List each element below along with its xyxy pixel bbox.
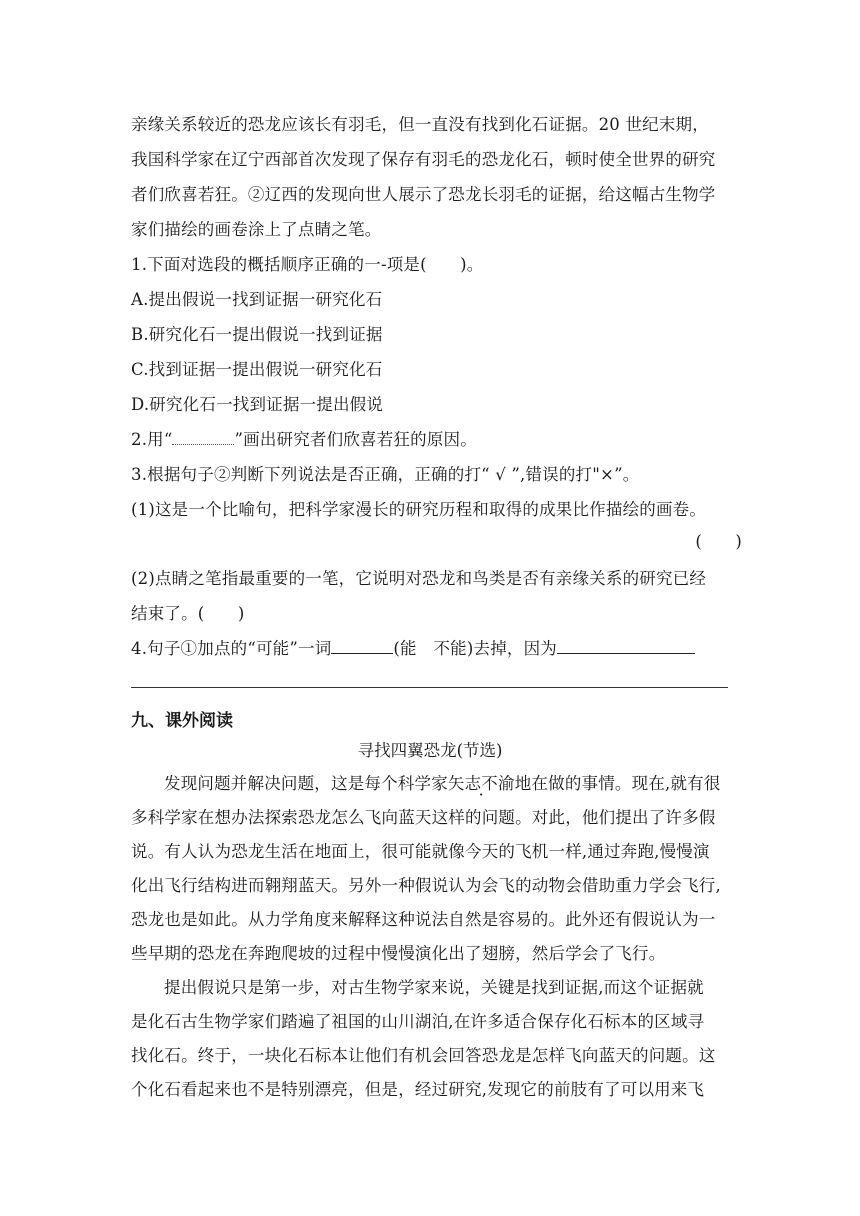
q1-option-a: A.提出假说一找到证据一研究化石 — [131, 290, 383, 309]
dotted-word: 矢志不渝 — [447, 774, 515, 793]
q2-prefix: 2.用“ — [131, 430, 173, 449]
q2-suffix: ”画出研究者们欣喜若狂的原因。 — [234, 430, 477, 449]
paragraph-1-line: 些早期的恐龙在奔跑爬坡的过程中慢慢演化出了翅膀，然后学会了飞行。 — [131, 944, 666, 963]
passage-line: 家们描绘的画卷涂上了点睛之笔。 — [131, 220, 382, 239]
section-heading: 九、课外阅读 — [131, 711, 233, 731]
question-1: 1.下面对选段的概括顺序正确的一-项是( )。 — [131, 255, 484, 274]
q4-blank-2[interactable] — [557, 637, 695, 654]
passage-line: 亲缘关系较近的恐龙应该长有羽毛，但一直没有找到化石证据。20 世纪末期， — [131, 115, 709, 134]
q4-middle: (能 不能)去掉，因为 — [393, 639, 557, 658]
paragraph-2-line: 找化石。终于，一块化石标本让他们有机会回答恐龙是怎样飞向蓝天的问题。这 — [131, 1046, 716, 1065]
article-title: 寻找四翼恐龙(节选) — [357, 741, 503, 760]
q3-item-1-answer-paren[interactable]: ( ) — [695, 532, 742, 551]
question-2 — [131, 428, 731, 452]
paragraph-1-line: 恐龙也是如此。从力学角度来解释这种说法自然是容易的。此外还有假说认为一 — [131, 910, 716, 929]
q3-item-1: (1)这是一个比喻句，把科学家漫长的研究历程和取得的成果比作描绘的画卷。 — [131, 500, 707, 519]
passage-line: 我国科学家在辽宁西部首次发现了保存有羽毛的恐龙化石，顿时使全世界的研究 — [131, 150, 716, 169]
q4-prefix: 4.句子①加点的“可能”一词 — [131, 639, 332, 658]
q3-item-2-cont: 结束了。( ) — [131, 604, 245, 623]
q1-option-c: C.找到证据一提出假说一研究化石 — [131, 360, 383, 379]
q3-item-2: (2)点睛之笔指最重要的一笔，它说明对恐龙和鸟类是否有亲缘关系的研究已经 — [131, 569, 707, 588]
q2-dotted-mark — [172, 430, 234, 445]
q4-blank-1[interactable] — [331, 637, 393, 654]
text-run: 发现问题并解决问题，这是每个科学家 — [164, 774, 448, 793]
q1-option-d: D.研究化石一找到证据一提出假说 — [131, 395, 384, 414]
paragraph-1-line — [164, 772, 730, 796]
paragraph-2-line: 个化石看起来也不是特别漂亮，但是，经过研究,发现它的前肢有了可以用来飞 — [131, 1080, 705, 1099]
paragraph-2-line: 提出假说只是第一步，对古生物学家来说，关键是找到证据,而这个证据就 — [164, 978, 704, 997]
question-4 — [131, 637, 731, 661]
q1-option-b: B.研究化石一提出假说一找到证据 — [131, 325, 383, 344]
passage-line: 者们欣喜若狂。②辽西的发现向世人展示了恐龙长羽毛的证据，给这幅古生物学 — [131, 185, 716, 204]
answer-line[interactable] — [131, 687, 728, 688]
question-3: 3.根据句子②判断下列说法是否正确，正确的打“ √ ”,错误的打"×”。 — [131, 465, 640, 484]
paragraph-1-line: 说。有人认为恐龙生活在地面上，很可能就像今天的飞机一样,通过奔跑,慢慢演 — [131, 842, 710, 861]
paragraph-2-line: 是化石古生物学家们踏遍了祖国的山川湖泊,在许多适合保存化石标本的区域寻 — [131, 1012, 705, 1031]
paragraph-1-line: 多科学家在想办法探索恐龙怎么飞向蓝天这样的问题。对此，他们提出了许多假 — [131, 808, 716, 827]
text-run: 地在做的事情。现在,就有很 — [514, 774, 721, 793]
paragraph-1-line: 化出飞行结构进而翱翔蓝天。另外一种假说认为会飞的动物会借助重力学会飞行, — [131, 876, 721, 895]
